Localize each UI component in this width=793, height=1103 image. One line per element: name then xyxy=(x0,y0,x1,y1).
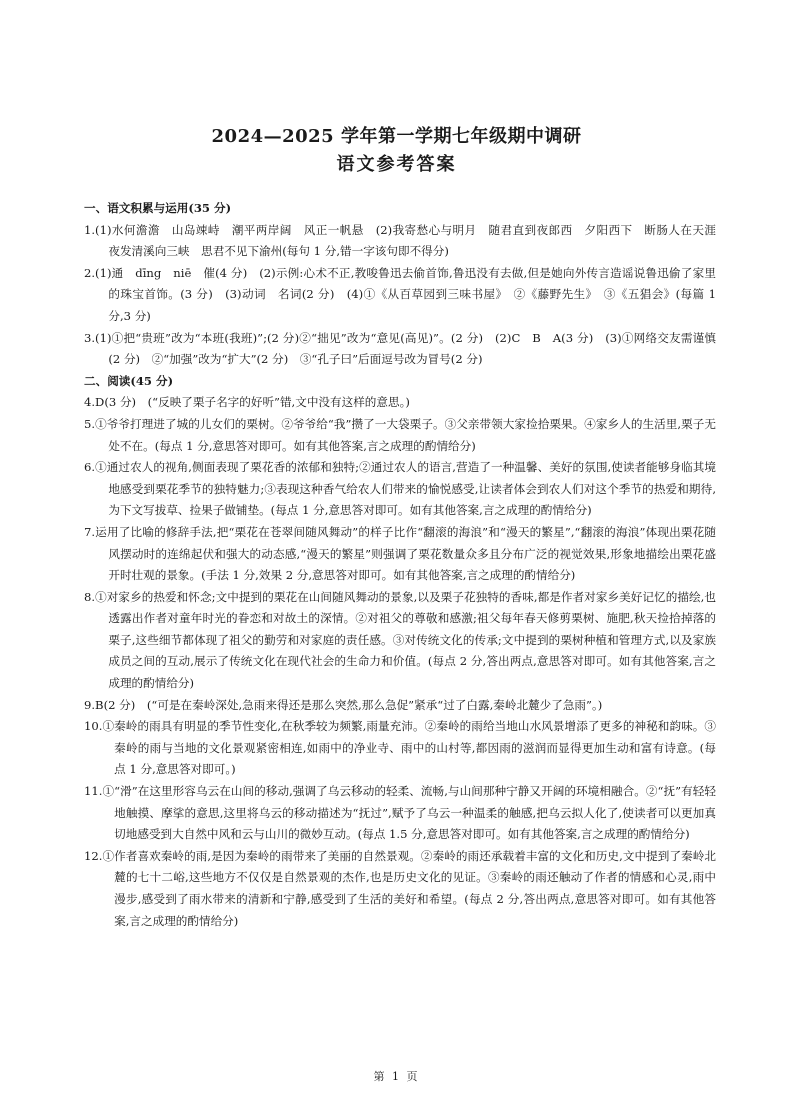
page-number: 第 1 页 xyxy=(373,1070,420,1083)
answer-item-4: 4.D(3 分) (“反映了栗子名字的好听”错,文中没有这样的意思。) xyxy=(84,395,410,410)
answer-item-7: 7.运用了比喻的修辞手法,把“栗花在苍翠间随风舞动”的样子比作“翻滚的海浪”和“漫天的繁星”,“翻滚的海浪”体现出栗花随风摆动时的连绵起伏和强大的动态感,“漫天的繁星”则强调了栗花数量众多且分布广泛的视觉效果,形象地描绘出栗花盛开时壮观的景象。(手法 1 分,效果 2 分,意思答对即可。如有其他答案,言之成理的酌情给分) xyxy=(84,524,716,583)
answer-item-11: 11.①“滑”在这里形容乌云在山间的移动,强调了乌云移动的轻柔、流畅,与山间那种宁静又开阔的环境相融合。②“抚”有轻轻地触摸、摩挲的意思,这里将乌云的移动描述为“抚过”,赋予了乌云一种温柔的触感,把乌云拟人化了,使读者可以更加真切地感受到大自然中风和云与山川的微妙互动。(每点 1.5 分,意思答对即可。如有其他答案,言之成理的酌情给分) xyxy=(84,784,716,842)
answer-item-8: 8.①对家乡的热爱和怀念;文中提到的栗花在山间随风舞动的景象,以及栗子花独特的香味,都是作者对家乡美好记忆的描绘,也透露出作者对童年时光的眷恋和对故土的深情。②对祖父的尊敬和感激;祖父每年春天修剪栗树、施肥,秋天捡拾掉落的栗子,这些细节都体现了祖父的勤劳和对家庭的责任感。③对传统文化的传承;文中提到的栗树种植和管理方式,以及家族成员之间的互动,展示了传统文化在现代社会的生命力和价值。(每点 2 分,答出两点,意思答对即可。如有其他答案,言之成理的酌情给分) xyxy=(84,589,716,691)
answer-body xyxy=(84,198,728,932)
section-heading-1: 一、语文积累与运用(35 分) xyxy=(84,201,232,215)
answer-item-5: 5.①爷爷打理进了城的儿女们的栗树。②爷爷给“我”攒了一大袋栗子。③父亲带领大家捡拾栗果。④家乡人的生活里,栗子无处不在。(每点 1 分,意思答对即可。如有其他答案,言之成理的酌情给分) xyxy=(84,416,716,453)
answer-item-9: 9.B(2 分) (“可是在秦岭深处,急雨来得还是那么突然,那么急促”紧承“过了白露,秦岭北麓少了急雨”。) xyxy=(84,697,603,712)
section-heading-2: 二、阅读(45 分) xyxy=(84,373,174,388)
answer-item-2: 2.(1)通 dīng niē 催(4 分) (2)示例:心术不正,教唆鲁迅去偷首饰,鲁迅没有去做,但是她向外传言造谣说鲁迅偷了家里的珠宝首饰。(3 分) (3)动词 名词(2 分) (4)①《从百草园到三味书屋》 ②《藤野先生》 ③《五猖会》(每篇 1 分,3 分) xyxy=(84,265,716,323)
answer-item-10: 10.①秦岭的雨具有明显的季节性变化,在秋季较为频繁,雨量充沛。②秦岭的雨给当地山水风景增添了更多的神秘和韵味。③秦岭的雨与当地的文化景观紧密相连,如雨中的净业寺、雨中的山村等,都因雨的滋润而显得更加生动和富有诗意。(每点 1 分,意思答对即可。) xyxy=(84,719,716,777)
answer-item-6: 6.①通过农人的视角,侧面表现了栗花香的浓郁和独特;②通过农人的语言,营造了一种温馨、美好的氛围,使读者能够身临其境地感受到栗花季节的独特魅力;③表现这种香气给农人们带来的愉悦感受,让读者体会到农人们对这个季节的热爱和期待,为下文写拔草、捡果子做铺垫。(每点 1 分,意思答对即可。如有其他答案,言之成理的酌情给分) xyxy=(84,460,716,518)
page-subtitle: 语文参考答案 xyxy=(336,154,457,175)
answer-item-12: 12.①作者喜欢秦岭的雨,是因为秦岭的雨带来了美丽的自然景观。②秦岭的雨还承载着丰富的文化和历史,文中提到了秦岭北麓的七十二峪,这些地方不仅仅是自然景观的杰作,也是历史文化的见证。③秦岭的雨还触动了作者的情感和心灵,雨中漫步,感受到了雨水带来的清新和宁静,感受到了生活的美好和希望。(每点 2 分,答出两点,意思答对即可。如有其他答案,言之成理的酌情给分) xyxy=(84,848,716,928)
answer-item-3: 3.(1)①把“贵班”改为“本班(我班)”;(2 分)②“拙见”改为“意见(高见)”。(2 分) (2)C B A(3 分) (3)①网络交友需谨慎(2 分) ②“加强”改为“扩大”(2 分) ③“孔子曰”后面逗号改为冒号(2 分) xyxy=(84,330,716,367)
page-title: 2024—2025 学年第一学期七年级期中调研 xyxy=(211,126,582,147)
answer-item-1: 1.(1)水何澹澹 山岛竦峙 潮平两岸阔 风正一帆悬 (2)我寄愁心与明月 随君直到夜郎西 夕阳西下 断肠人在天涯 夜发清溪向三峡 思君不见下渝州(每句 1 分,错一字该句即不得分) xyxy=(84,222,728,259)
